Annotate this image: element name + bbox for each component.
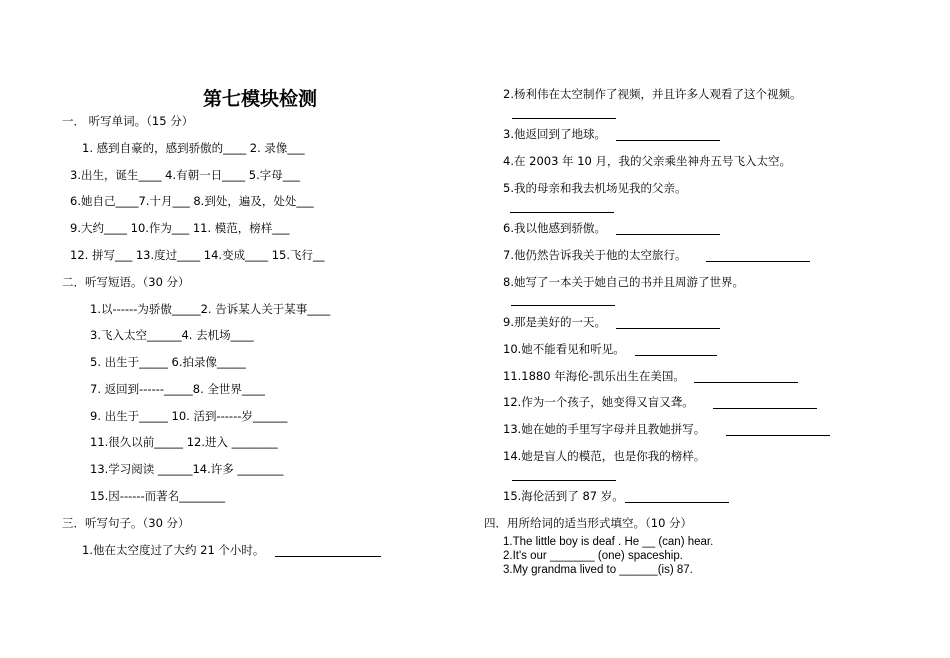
answer-line xyxy=(275,556,381,557)
answer-line xyxy=(616,234,720,235)
section1-heading: 一． 听写单词。（15 分） xyxy=(62,114,194,128)
section2-line: 3.飞入太空______4. 去机场____ xyxy=(90,328,254,342)
section3-item: 5.我的母亲和我去机场见我的父亲。 xyxy=(503,181,687,195)
section2-heading: 二．听写短语。（30 分） xyxy=(62,275,190,289)
section3-item: 6.我以他感到骄傲。 xyxy=(503,221,606,235)
page-title: 第七模块检测 xyxy=(203,88,318,110)
answer-line xyxy=(616,140,720,141)
section2-line: 1.以------为骄傲_____2. 告诉某人关于某事____ xyxy=(90,302,331,316)
answer-line xyxy=(713,408,817,409)
answer-line xyxy=(512,118,616,119)
answer-line xyxy=(726,435,830,436)
section1-line: 6.她自己____7.十月___ 8.到处，遍及，处处___ xyxy=(70,194,314,208)
section3-heading: 三．听写句子。（30 分） xyxy=(62,516,190,530)
section1-line: 3.出生，诞生____ 4.有朝一日____ 5.字母___ xyxy=(70,168,300,182)
section1-line: 9.大约____ 10.作为___ 11. 模范，榜样___ xyxy=(70,221,290,235)
section3-item: 8.她写了一本关于她自己的书并且周游了世界。 xyxy=(503,275,744,289)
answer-line xyxy=(512,480,616,481)
section2-line: 13.学习阅读 ______14.许多 ________ xyxy=(90,462,284,476)
answer-line xyxy=(694,382,798,383)
section2-line: 11.很久以前_____ 12.进入 ________ xyxy=(90,435,278,449)
answer-line xyxy=(510,212,614,213)
section3-item: 11.1880 年海伦-凯乐出生在美国。 xyxy=(503,369,685,383)
section4-item: 2.It's our _______ (one) spaceship. xyxy=(503,550,683,562)
section3-item: 12.作为一个孩子，她变得又盲又聋。 xyxy=(503,395,694,409)
section4-item: 3.My grandma lived to ______(is) 87. xyxy=(503,564,693,576)
section3-item: 4.在 2003 年 10 月，我的父亲乘坐神舟五号飞入太空。 xyxy=(503,154,791,168)
section4-heading: 四．用所给词的适当形式填空。（10 分） xyxy=(484,516,693,530)
section3-item: 9.那是美好的一天。 xyxy=(503,315,606,329)
section3-item: 2.杨利伟在太空制作了视频，并且许多人观看了这个视频。 xyxy=(503,87,802,101)
section3-item: 1.他在太空度过了大约 21 个小时。 xyxy=(82,543,265,557)
section3-item: 13.她在她的手里写字母并且教她拼写。 xyxy=(503,422,706,436)
answer-line xyxy=(616,328,720,329)
answer-line xyxy=(635,355,717,356)
section3-item: 10.她不能看见和听见。 xyxy=(503,342,625,356)
section2-line: 9. 出生于_____ 10. 活到------岁______ xyxy=(90,409,288,423)
section2-line: 7. 返回到------_____8. 全世界____ xyxy=(90,382,265,396)
section3-item: 14.她是盲人的模范，也是你我的榜样。 xyxy=(503,449,706,463)
answer-line xyxy=(625,502,729,503)
section2-line: 15.因------而著名________ xyxy=(90,489,226,503)
section3-item: 3.他返回到了地球。 xyxy=(503,127,606,141)
section2-line: 5. 出生于_____ 6.拍录像_____ xyxy=(90,355,246,369)
section1-line: 1. 感到自豪的，感到骄傲的____ 2. 录像___ xyxy=(82,141,305,155)
answer-line xyxy=(706,261,810,262)
section3-item: 7.他仍然告诉我关于他的太空旅行。 xyxy=(503,248,687,262)
section3-item: 15.海伦活到了 87 岁。 xyxy=(503,489,624,503)
section1-line: 12. 拼写___ 13.度过____ 14.变成____ 15.飞行__ xyxy=(70,248,325,262)
answer-line xyxy=(511,305,615,306)
section4-item: 1.The little boy is deaf . He __ (can) hear. xyxy=(503,536,714,548)
